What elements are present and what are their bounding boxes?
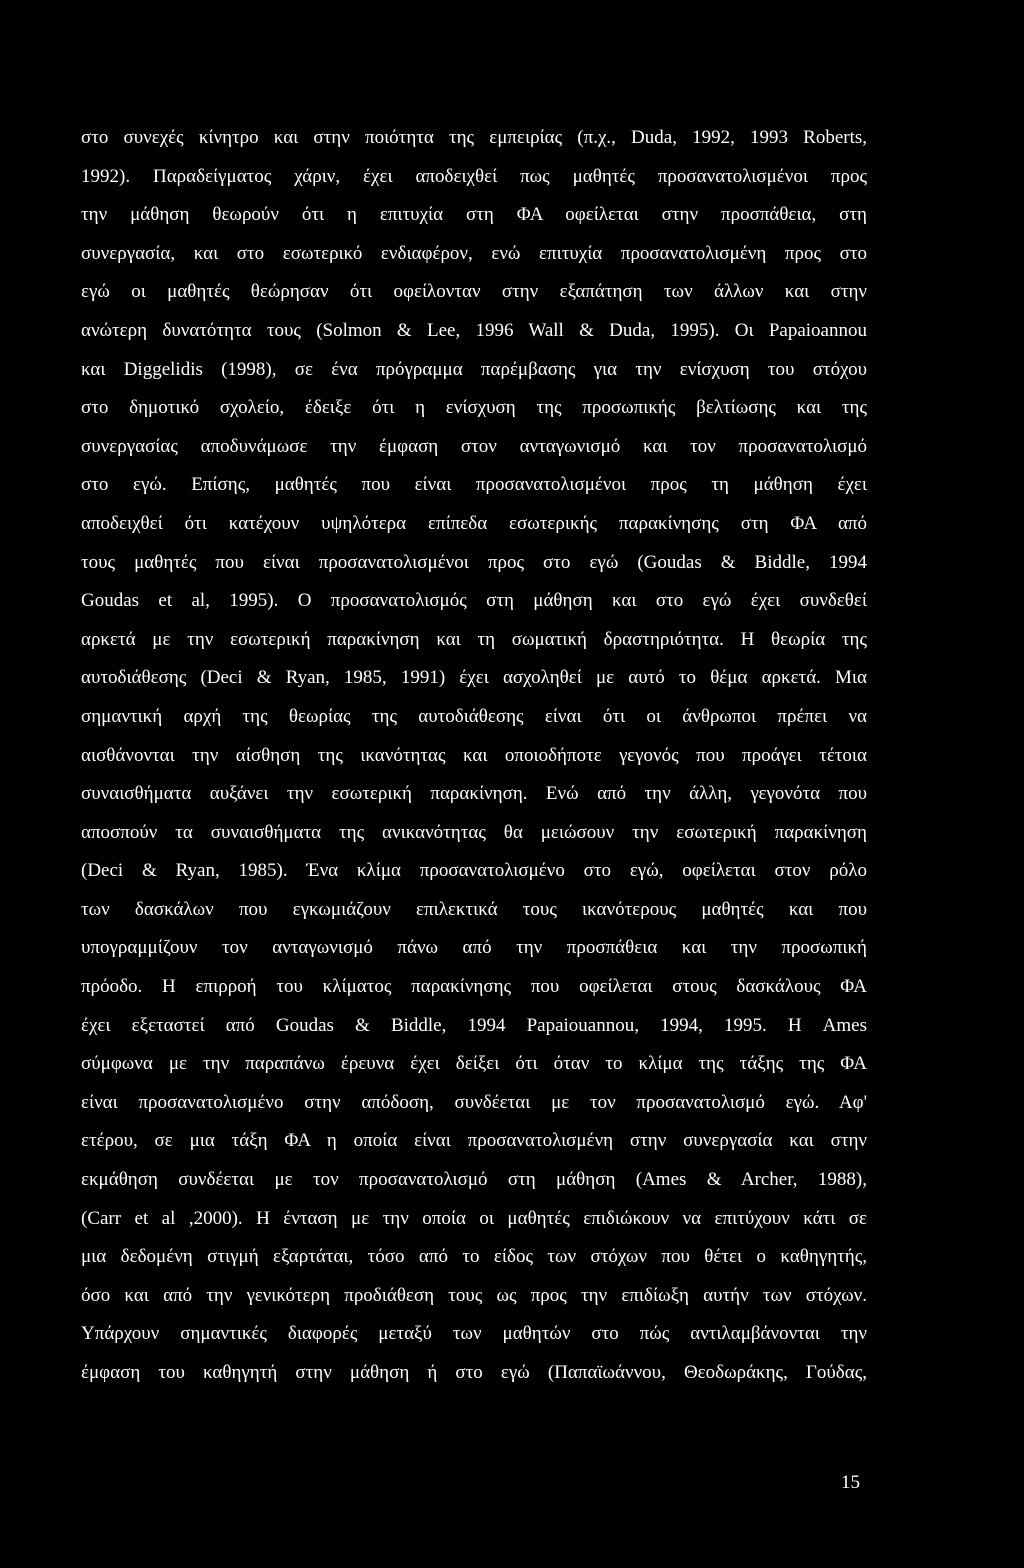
text-line: συνεργασίας αποδυνάμωσε την έμφαση στον ανταγωνισμό και τον προσανατολισμό [81,435,867,457]
body-text [81,119,867,1393]
text-line: έμφαση του καθηγητή στην μάθηση ή στο εγώ (Παπαϊωάννου, Θεοδωράκης, Γούδας, [81,1362,867,1383]
text-line: και Diggelidis (1998), σε ένα πρόγραμμα παρέμβασης για την ενίσχυση του στόχου [81,358,867,380]
text-line: Goudas et al, 1995). Ο προσανατολισμός στη μάθηση και στο εγώ έχει συνδεθεί [81,590,867,612]
text-line: σημαντική αρχή της θεωρίας της αυτοδιάθεσης είναι ότι οι άνθρωποι πρέπει να [81,705,867,727]
text-line: μια δεδομένη στιγμή εξαρτάται, τόσο από το είδος των στόχων που θέτει ο καθηγητής, [81,1246,867,1268]
text-line: συναισθήματα αυξάνει την εσωτερική παρακίνηση. Ενώ από την άλλη, γεγονότα που [81,783,867,805]
text-line: έχει εξεταστεί από Goudas & Biddle, 1994 Papaiouannou, 1994, 1995. Η Ames [81,1014,867,1036]
text-line: αισθάνονται την αίσθηση της ικανότητας και οποιοδήποτε γεγονός που προάγει τέτοια [81,744,867,766]
text-line: (Carr et al ,2000). Η ένταση με την οποία οι μαθητές επιδιώκουν να επιτύχουν κάτι σε [81,1207,867,1229]
text-line: τους μαθητές που είναι προσανατολισμένοι προς στο εγώ (Goudas & Biddle, 1994 [81,551,867,573]
text-line: 1992). Παραδείγματος χάριν, έχει αποδειχθεί πως μαθητές προσανατολισμένοι προς [81,165,867,187]
text-line: (Deci & Ryan, 1985). Ένα κλίμα προσανατολισμένο στο εγώ, οφείλεται στον ρόλο [81,860,867,882]
text-line: ανώτερη δυνατότητα τους (Solmon & Lee, 1996 Wall & Duda, 1995). Οι Papaioannou [81,319,867,341]
text-line: εκμάθηση συνδέεται με τον προσανατολισμό στη μάθηση (Ames & Archer, 1988), [81,1169,867,1191]
text-line: ετέρου, σε μια τάξη ΦΑ η οποία είναι προσανατολισμένη στην συνεργασία και στην [81,1130,867,1152]
text-line: όσο και από την γενικότερη προδιάθεση τους ως προς την επιδίωξη αυτήν των στόχων. [81,1284,867,1306]
text-line: στο εγώ. Επίσης, μαθητές που είναι προσανατολισμένοι προς τη μάθηση έχει [81,474,867,496]
text-line: σύμφωνα με την παραπάνω έρευνα έχει δείξει ότι όταν το κλίμα της τάξης της ΦΑ [81,1053,867,1075]
text-line: αρκετά με την εσωτερική παρακίνηση και τη σωματική δραστηριότητα. Η θεωρία της [81,628,867,650]
text-line: συνεργασία, και στο εσωτερικό ενδιαφέρον, ενώ επιτυχία προσανατολισμένη προς στο [81,242,867,264]
text-line: των δασκάλων που εγκωμιάζουν επιλεκτικά τους ικανότερους μαθητές και που [81,898,867,920]
text-line: πρόοδο. Η επιρροή του κλίματος παρακίνησης που οφείλεται στους δασκάλους ΦΑ [81,976,867,998]
text-line: είναι προσανατολισμένο στην απόδοση, συνδέεται με τον προσανατολισμό εγώ. Αφ' [81,1091,867,1113]
text-line: υπογραμμίζουν τον ανταγωνισμό πάνω από την προσπάθεια και την προσωπική [81,937,867,959]
page-number: 15 [841,1472,860,1493]
text-line: αυτοδιάθεσης (Deci & Ryan, 1985, 1991) έχει ασχοληθεί με αυτό το θέμα αρκετά. Μια [81,667,867,689]
text-line: στο συνεχές κίνητρο και στην ποιότητα της εμπειρίας (π.χ., Duda, 1992, 1993 Roberts, [81,127,867,148]
text-line: αποσπούν τα συναισθήματα της ανικανότητας θα μειώσουν την εσωτερική παρακίνηση [81,821,867,843]
text-line: Υπάρχουν σημαντικές διαφορές μεταξύ των μαθητών στο πώς αντιλαμβάνονται την [81,1323,867,1345]
text-line: στο δημοτικό σχολείο, έδειξε ότι η ενίσχυση της προσωπικής βελτίωσης και της [81,397,867,419]
text-line: αποδειχθεί ότι κατέχουν υψηλότερα επίπεδα εσωτερικής παρακίνησης στη ΦΑ από [81,512,867,534]
text-line: εγώ οι μαθητές θεώρησαν ότι οφείλονταν στην εξαπάτηση των άλλων και στην [81,281,867,303]
text-line: την μάθηση θεωρούν ότι η επιτυχία στη ΦΑ οφείλεται στην προσπάθεια, στη [81,204,867,226]
